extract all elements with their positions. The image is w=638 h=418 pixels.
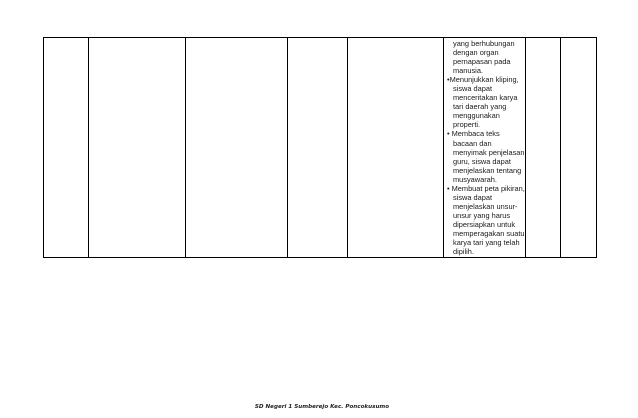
activity-line: menyimak penjelasan [453,147,525,157]
activity-item [446,184,523,256]
footer-school-name: SD Negeri 1 Sumberejo Kec. Poncokusumo [254,404,390,410]
activity-line: menjelaskan unsur- [453,201,518,211]
activity-list [444,38,525,256]
activity-line: unsur yang harus [453,210,511,220]
activity-line: dipersiapkan untuk [453,219,516,229]
activity-line: • Membuat peta pikiran, [447,183,525,193]
activity-line: menjelaskan tentang [453,165,522,175]
activity-item [446,39,523,75]
activity-line: menggunakan [453,111,500,121]
activity-line: guru, siswa dapat [453,156,511,166]
table-cell-2 [89,38,186,258]
table-cell-1 [44,38,89,258]
activity-line: dengan organ [453,48,499,58]
activity-line: pernapasan pada [453,57,511,67]
activity-line: manusia. [453,66,483,76]
activity-line: musyawarah. [453,174,497,184]
activity-line: bacaan dan [453,138,492,148]
activity-line: siswa dapat [453,84,493,94]
table-cell-5 [348,38,444,258]
table-cell-8 [561,38,597,258]
table-cell-3 [186,38,288,258]
table-cell-4 [288,38,348,258]
activity-cell [444,38,526,258]
activity-line: karya tari yang telah [453,238,520,248]
table-cell-7 [526,38,561,258]
activity-item [446,129,523,183]
activity-line: • Membaca teks [447,129,500,139]
activity-line: yang berhubungan [453,39,515,48]
activity-line: tari daerah yang [453,102,507,112]
activity-line: dipilih. [453,247,474,257]
activity-line: memperagakan suatu [453,228,525,238]
activity-line: properti. [453,120,481,130]
activity-line: menceritakan karya [453,93,518,103]
activity-item [446,75,523,129]
table-row [44,38,597,258]
activity-line: •Menunjukkan kliping, [447,75,519,85]
activity-line: siswa dapat [453,192,493,202]
lesson-plan-table [43,37,597,258]
